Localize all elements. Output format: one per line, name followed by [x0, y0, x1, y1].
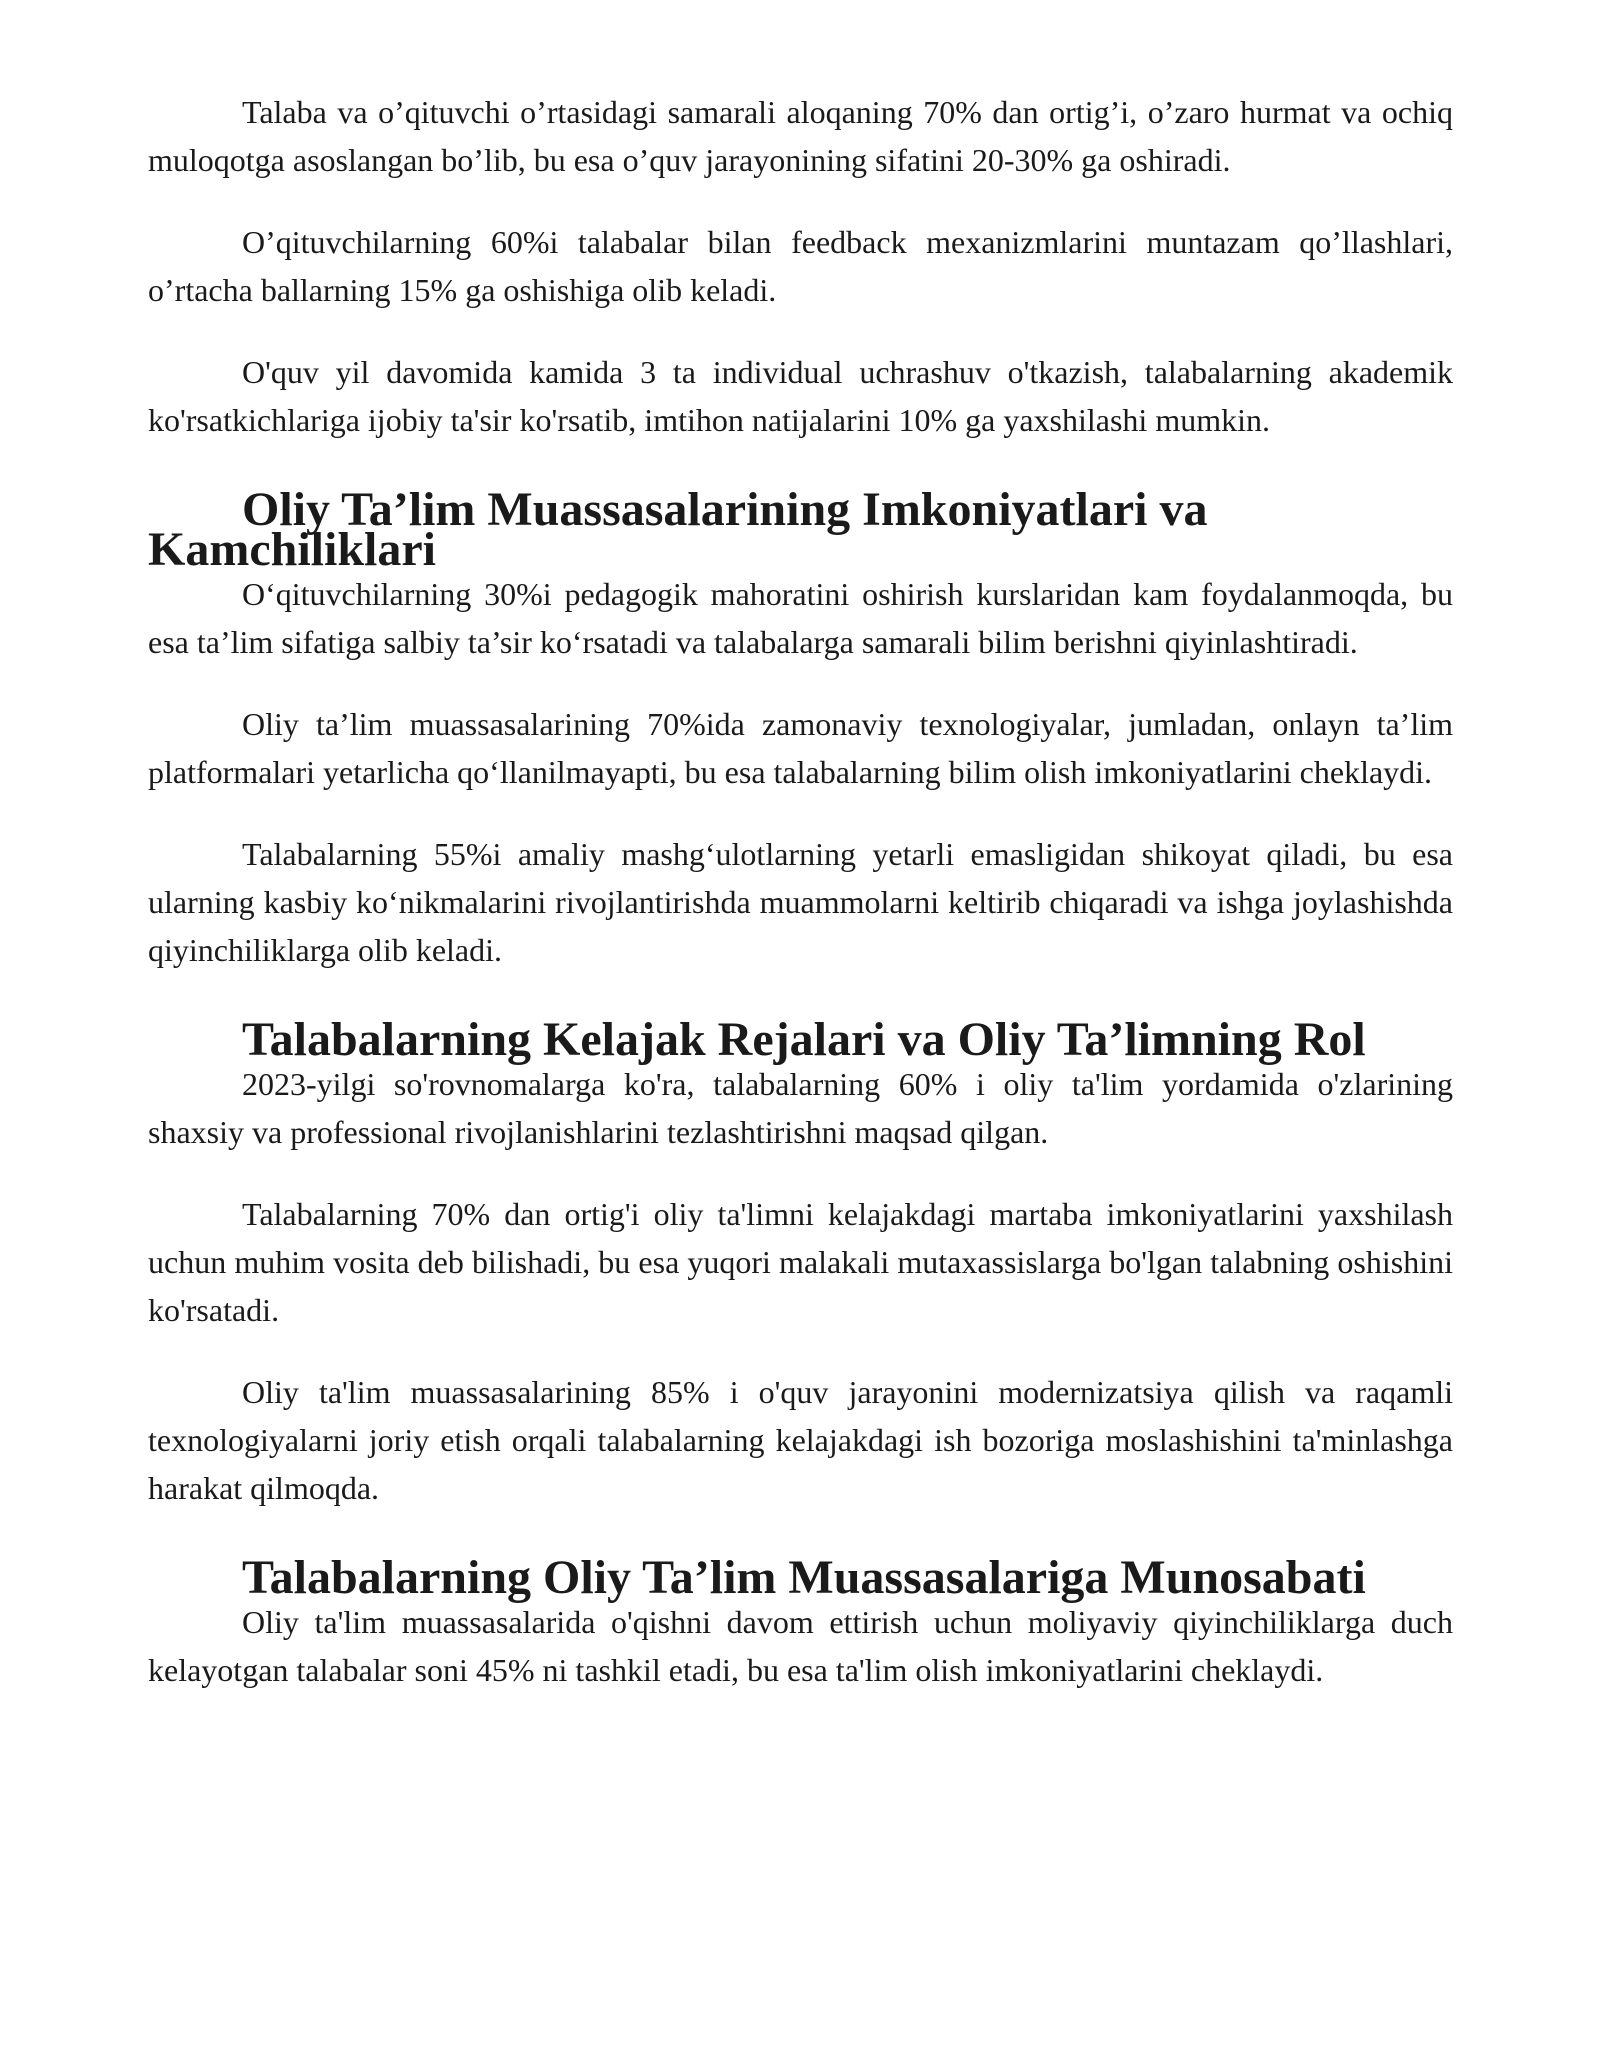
paragraph: O‘qituvchilarning 30%i pedagogik mahoratini oshirish kurslaridan kam foydalanmoqda, bu esa ta’lim sifatiga salbiy ta’sir ko‘rsatadi va talabalarga samarali bilim berishni qiyinlashtiradi. [148, 576, 1453, 660]
section-heading: Oliy Ta’lim Muassasalarining Imkoniyatlari va Kamchiliklari [148, 483, 1208, 576]
paragraph: Oliy ta'lim muassasalarining 85% i o'quv jarayonini modernizatsiya qilish va raqamli texnologiyalarni joriy etish orqali talabalarning kelajakdagi ish bozoriga moslashishini ta'minlashga harakat qilmoqda. [148, 1374, 1453, 1506]
section-heading: Talabalarning Oliy Ta’lim Muassasalariga Munosabati [242, 1551, 1366, 1604]
paragraph: Talabalarning 70% dan ortig'i oliy ta'limni kelajakdagi martaba imkoniyatlarini yaxshilash uchun muhim vosita deb bilishadi, bu esa yuqori malakali mutaxassislarga bo'lgan talabning oshishini ko'rsatadi. [148, 1196, 1453, 1328]
paragraph: Talaba va o’qituvchi o’rtasidagi samarali aloqaning 70% dan ortig’i, o’zaro hurmat va ochiq muloqotga asoslangan bo’lib, bu esa o’quv jarayonining sifatini 20-30% ga oshiradi. [148, 94, 1453, 178]
paragraph: O’qituvchilarning 60%i talabalar bilan feedback mexanizmlarini muntazam qo’llashlari, o’rtacha ballarning 15% ga oshishiga olib keladi. [148, 224, 1453, 308]
paragraph: Oliy ta’lim muassasalarining 70%ida zamonaviy texnologiyalar, jumladan, onlayn ta’lim platformalari yetarlicha qo‘llanilmayapti, bu esa talabalarning bilim olish imkoniyatlarini cheklaydi. [148, 706, 1453, 790]
paragraph: Oliy ta'lim muassasalarida o'qishni davom ettirish uchun moliyaviy qiyinchiliklarga duch kelayotgan talabalar soni 45% ni tashkil etadi, bu esa ta'lim olish imkoniyatlarini cheklaydi. [148, 1604, 1453, 1688]
section-heading: Talabalarning Kelajak Rejalari va Oliy Ta’limning Rol [242, 1013, 1366, 1066]
paragraph: 2023-yilgi so'rovnomalarga ko'ra, talabalarning 60% i oliy ta'lim yordamida o'zlarining shaxsiy va professional rivojlanishlarini tezlashtirishni maqsad qilgan. [148, 1066, 1453, 1150]
document-page [148, 88, 1453, 1728]
paragraph: O'quv yil davomida kamida 3 ta individual uchrashuv o'tkazish, talabalarning akademik ko'rsatkichlariga ijobiy ta'sir ko'rsatib, imtihon natijalarini 10% ga yaxshilashi mumkin. [148, 354, 1453, 438]
paragraph: Talabalarning 55%i amaliy mashg‘ulotlarning yetarli emasligidan shikoyat qiladi, bu esa ularning kasbiy ko‘nikmalarini rivojlantirishda muammolarni keltirib chiqaradi va ishga joylashishda qiyinchiliklarga olib keladi. [148, 836, 1453, 968]
